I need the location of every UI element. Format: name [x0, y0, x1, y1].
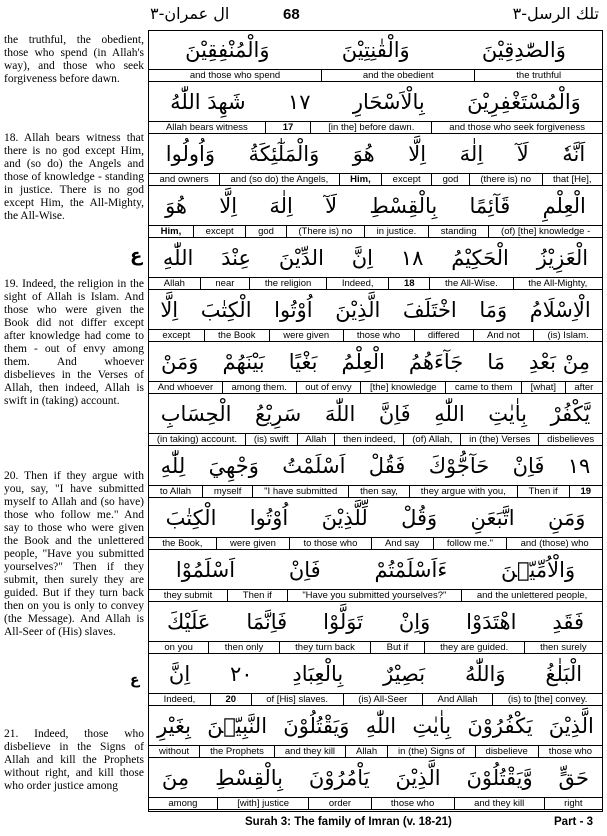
arabic-word: حَآجُّوْكَ — [428, 454, 490, 478]
arabic-word: النَّبِيّٖنَ — [207, 714, 268, 738]
english-gloss-word: without — [159, 746, 190, 757]
english-gloss-line — [149, 693, 602, 706]
translation-paragraph-20: 20. Then if they argue with you, say, "I have submitted myself to Allah and (so have) those who follow me." And say to those who were given the Book and the unlettered people, "Have you submitted yourselves?" Then if they submit, then surely they are guided. But if they turn back then on you is only to convey (the Message). And Allah is All-Seer of (His) slaves. — [4, 470, 144, 638]
arabic-word: وَالْمُسْتَغْفِرِيْنَ — [467, 90, 581, 114]
arabic-word: اُوْتُوا — [249, 506, 289, 530]
arabic-word: الَّذِيْنَ — [395, 766, 441, 790]
arabic-line — [149, 343, 602, 381]
arabic-word: بَصِيْرٌ — [383, 662, 426, 686]
arabic-word: بِالْقِسْطِ — [369, 194, 438, 218]
english-gloss-word: (There is) no — [286, 226, 364, 237]
verse-row — [149, 343, 602, 395]
english-gloss-word: (of) [the] knowledge - — [488, 226, 602, 237]
english-gloss-word: out of envy — [296, 382, 361, 393]
arabic-word: الْكِتٰبَ — [200, 298, 252, 322]
english-gloss-word: 20 — [210, 694, 251, 705]
verse-row — [149, 707, 602, 759]
arabic-word: لِلّٰهِ — [160, 454, 186, 478]
english-gloss-word: the All-Mighty, — [513, 278, 602, 289]
english-gloss-word: Then if — [227, 590, 287, 601]
arabic-line — [149, 187, 602, 225]
arabic-word: الَّذِيْنَ — [335, 298, 381, 322]
ruku-marker: ع — [130, 672, 140, 688]
arabic-word: اللّٰهِ — [434, 402, 465, 426]
arabic-word: ١٨ — [400, 246, 424, 270]
arabic-word: الْاِسْلَامُ — [529, 298, 591, 322]
english-gloss-word: and those who spend — [189, 70, 281, 81]
arabic-word: يَّكْفُرْ — [550, 402, 591, 426]
english-gloss-word: god — [431, 174, 469, 185]
arabic-word: مَا — [487, 350, 505, 374]
english-gloss-word: Indeed, — [326, 278, 388, 289]
english-gloss-line — [149, 381, 602, 394]
english-gloss-word: near — [200, 278, 249, 289]
arabic-word: وَالصّٰدِقِيْنَ — [481, 38, 566, 62]
translation-paragraph-19: 19. Indeed, the religion in the sight of Allah is Islam. And those who were given the Book did not differ except after knowledge had come to them - out of envy among them. And whoever disbelieves in the Verses of Allah, then indeed, Allah is swift in (taking) account. — [4, 278, 144, 407]
english-gloss-word: the truthful — [474, 70, 602, 81]
english-gloss-line — [149, 277, 602, 290]
arabic-word: لَآ — [325, 194, 338, 218]
english-gloss-line — [149, 69, 602, 82]
english-gloss-word: they turn back — [279, 642, 371, 653]
arabic-word: الْبَلٰغُ — [545, 662, 583, 686]
english-gloss-word: of [His] slaves. — [251, 694, 343, 705]
arabic-word: بَيْنَهُمْ — [222, 350, 265, 374]
english-gloss-word: Allah bears witness — [165, 122, 248, 133]
verse-row — [149, 135, 602, 187]
english-gloss-word: that [He], — [542, 174, 602, 185]
english-gloss-word: (is) All-Seer — [343, 694, 422, 705]
english-gloss-word: among them. — [222, 382, 296, 393]
english-gloss-word: those who — [371, 798, 454, 809]
arabic-word: بَغْيًا — [288, 350, 318, 374]
arabic-line — [149, 603, 602, 641]
english-gloss-word: [what] — [521, 382, 565, 393]
english-gloss-word: they are guided. — [424, 642, 524, 653]
arabic-word: وَمَنْ — [161, 350, 199, 374]
english-gloss-word: disbelieves — [538, 434, 602, 445]
arabic-line — [149, 707, 602, 745]
arabic-line — [149, 31, 602, 69]
arabic-word: الْحِسَابِ — [160, 402, 232, 426]
english-gloss-line — [149, 433, 602, 446]
english-gloss-word: 17 — [265, 122, 311, 133]
english-gloss-word: Allah — [345, 746, 387, 757]
english-gloss-line — [149, 589, 602, 602]
english-gloss-word: after — [565, 382, 602, 393]
arabic-word: الَّذِيْنَ — [548, 714, 594, 738]
arabic-word: ١٧ — [287, 90, 311, 114]
verse-row — [149, 551, 602, 603]
verse-row — [149, 603, 602, 655]
arabic-word: وَالْاُمِّيّٖنَ — [500, 558, 576, 582]
arabic-line — [149, 83, 602, 121]
arabic-word: اخْتَلَفَ — [402, 298, 457, 322]
arabic-line — [149, 135, 602, 173]
english-gloss-word: 18 — [388, 278, 429, 289]
arabic-word: اَسْلَمُوْا — [175, 558, 236, 582]
english-gloss-word: Him, — [339, 174, 382, 185]
arabic-word: اِنَّ — [168, 662, 191, 686]
english-gloss-word: the religion — [249, 278, 326, 289]
arabic-word: اِلَّا — [408, 142, 427, 166]
english-gloss-word: follow me." — [433, 538, 507, 549]
english-gloss-word: and those who seek forgiveness — [431, 122, 602, 133]
arabic-word: الْعِلْمُ — [341, 350, 385, 374]
verse-row — [149, 187, 602, 239]
arabic-word: وَاِنْ — [398, 610, 431, 634]
arabic-word: شَهِدَ اللّٰهُ — [170, 90, 246, 114]
english-gloss-line — [149, 797, 602, 810]
english-gloss-word: And not — [473, 330, 533, 341]
english-gloss-word: except — [381, 174, 431, 185]
arabic-word: وَاللّٰهُ — [464, 662, 506, 686]
arabic-word: مِنْ بَعْدِ — [529, 350, 590, 374]
english-gloss-word: on you — [164, 642, 193, 653]
english-gloss-word: "Have you submitted yourselves?" — [287, 590, 462, 601]
english-gloss-word: And whoever — [157, 382, 214, 393]
arabic-word: اِلَّا — [160, 298, 179, 322]
english-gloss-word: Indeed, — [163, 694, 196, 705]
arabic-word: اهْتَدَوْا — [466, 610, 517, 634]
english-gloss-word: and they kill — [454, 798, 544, 809]
english-gloss-word: then indeed, — [334, 434, 403, 445]
english-gloss-word: and the unlettered people, — [461, 590, 602, 601]
arabic-word: الْعَزِيْزُ — [536, 246, 589, 270]
english-gloss-line — [149, 485, 602, 498]
english-gloss-word: they submit — [163, 590, 213, 601]
arabic-word: اَنَّهٗ — [562, 142, 586, 166]
arabic-word: الْحَكِيْمُ — [451, 246, 509, 270]
arabic-word: وَالْقٰنِتِيْنَ — [341, 38, 410, 62]
english-gloss-line — [149, 121, 602, 134]
arabic-word: فَاِنَّ — [378, 402, 411, 426]
english-gloss-word: and the obedient — [321, 70, 474, 81]
verse-row — [149, 499, 602, 551]
english-gloss-word: right — [544, 798, 602, 809]
english-gloss-word: in (the) Signs of — [387, 746, 474, 757]
english-gloss-word: the Book, — [162, 538, 203, 549]
english-gloss-word: then say, — [348, 486, 409, 497]
english-gloss-word: and they kill — [274, 746, 345, 757]
arabic-word: فَقَدِ — [552, 610, 585, 634]
english-gloss-word: [the] knowledge — [360, 382, 445, 393]
english-gloss-word: then only — [208, 642, 278, 653]
english-gloss-word: standing — [428, 226, 488, 237]
part-label: Part - 3 — [554, 816, 593, 828]
arabic-word: وَالْمَلٰٓئِكَةُ — [248, 142, 320, 166]
arabic-line — [149, 395, 602, 433]
arabic-line — [149, 655, 602, 693]
arabic-word: هُوَ — [165, 194, 188, 218]
english-gloss-word: to Allah — [159, 486, 192, 497]
arabic-line — [149, 499, 602, 537]
arabic-word: يَاْمُرُوْنَ — [308, 766, 370, 790]
arabic-word: وَّيَقْتُلُوْنَ — [466, 766, 533, 790]
arabic-word: وَمَا — [479, 298, 508, 322]
english-gloss-word: those who — [343, 330, 414, 341]
arabic-word: سَرِيْعُ — [255, 402, 302, 426]
arabic-word: اِلٰهَ — [269, 194, 293, 218]
english-gloss-word: (is) Islam. — [533, 330, 602, 341]
english-gloss-word: the All-Wise. — [429, 278, 512, 289]
english-gloss-word: the Prophets — [199, 746, 274, 757]
arabic-word: اِنَّ — [351, 246, 373, 270]
verse-row — [149, 759, 602, 811]
english-gloss-line — [149, 329, 602, 342]
arabic-line — [149, 447, 602, 485]
english-gloss-word: came to them — [445, 382, 521, 393]
arabic-word: مِنَ — [161, 766, 190, 790]
arabic-word: فَاِنَّمَا — [246, 610, 288, 634]
english-gloss-word: and owners — [159, 174, 209, 185]
english-gloss-word: 19 — [569, 486, 602, 497]
english-gloss-word: were given — [269, 330, 343, 341]
english-gloss-word: (in taking) account. — [156, 434, 238, 445]
page-footer — [0, 816, 607, 834]
arabic-word: فَاِنْ — [288, 558, 321, 582]
english-gloss-word: except — [162, 330, 191, 341]
english-gloss-word: [in the] before dawn. — [310, 122, 431, 133]
english-gloss-word: Him, — [160, 226, 182, 237]
verse-row — [149, 291, 602, 343]
page-header — [0, 0, 607, 30]
arabic-word: فَاِنْ — [512, 454, 545, 478]
page-number: 68 — [283, 6, 300, 23]
surah-name-arabic: ال عمران-٣ — [150, 4, 230, 23]
english-gloss-line — [149, 173, 602, 186]
arabic-word: بِالْقِسْطِ — [215, 766, 283, 790]
arabic-word: عَلَيْكَ — [166, 610, 211, 634]
english-gloss-word: disbelieve — [475, 746, 538, 757]
arabic-word: فَقُلْ — [368, 454, 406, 478]
arabic-word: اتَّبَعَنِ — [470, 506, 515, 530]
arabic-word: اللّٰهَ — [324, 402, 356, 426]
ruku-marker: ع — [130, 245, 143, 266]
english-gloss-word: (is) to [the] convey. — [492, 694, 602, 705]
verse-row — [149, 447, 602, 499]
english-gloss-line — [149, 641, 602, 654]
english-gloss-word: [with] justice — [217, 798, 309, 809]
arabic-word: اللّٰهِ — [162, 246, 194, 270]
verse-row — [149, 31, 602, 83]
surah-title: Surah 3: The family of Imran (v. 18-21) — [245, 816, 452, 828]
english-gloss-line — [149, 225, 602, 238]
translation-paragraph-21: 21. Indeed, those who disbelieve in the Signs of Allah and kill the Prophets without right, and kill those who order justice among — [4, 728, 144, 792]
arabic-line — [149, 551, 602, 589]
english-gloss-word: differed — [414, 330, 473, 341]
english-gloss-word: then surely — [524, 642, 602, 653]
arabic-word: ١٩ — [567, 454, 591, 478]
arabic-word: تَوَلَّوْا — [323, 610, 363, 634]
word-by-word-grid — [148, 30, 603, 812]
english-gloss-word: Allah — [163, 278, 185, 289]
arabic-word: ٢٠ — [230, 662, 253, 686]
english-gloss-word: Allah — [297, 434, 335, 445]
part-name-arabic: تلك الرسل-٣ — [512, 4, 599, 23]
arabic-word: الدِّيْنَ — [278, 246, 324, 270]
english-gloss-word: order — [308, 798, 370, 809]
english-gloss-word: in (the) Verses — [460, 434, 538, 445]
english-gloss-word: myself — [202, 486, 252, 497]
arabic-word: الْعِلْمِ — [542, 194, 586, 218]
arabic-word: عِنْدَ — [221, 246, 252, 270]
arabic-word: اِلَّا — [219, 194, 238, 218]
english-gloss-word: among — [168, 798, 198, 809]
english-gloss-word: the Book — [204, 330, 269, 341]
english-gloss-word: But if — [370, 642, 423, 653]
english-gloss-word: (of) Allah, — [403, 434, 460, 445]
english-gloss-word: and (so do) the Angels, — [219, 174, 339, 185]
arabic-word: بِاٰيٰتِ — [412, 714, 452, 738]
arabic-word: بِاٰيٰتِ — [488, 402, 527, 426]
arabic-word: وَاُولُوا — [165, 142, 215, 166]
verse-row — [149, 239, 602, 291]
verse-row — [149, 655, 602, 707]
arabic-line — [149, 759, 602, 797]
english-gloss-word: (is) swift — [245, 434, 297, 445]
arabic-word: وَقُلْ — [401, 506, 438, 530]
english-gloss-word: (there is) no — [469, 174, 542, 185]
arabic-word: لَآ — [516, 142, 529, 166]
english-gloss-line — [149, 537, 602, 550]
arabic-line — [149, 291, 602, 329]
arabic-word: وَيَقْتُلُوْنَ — [283, 714, 350, 738]
arabic-word: يَكْفُرُوْنَ — [467, 714, 533, 738]
arabic-word: جَآءَهُمُ — [408, 350, 464, 374]
arabic-word: بِالْاَسْحَارِ — [352, 90, 425, 114]
verse-row — [149, 395, 602, 447]
arabic-word: قَآئِمًا — [469, 194, 511, 218]
arabic-word: لِّلَّذِيْنَ — [321, 506, 368, 530]
arabic-word: ءَاَسْلَمْتُمْ — [374, 558, 448, 582]
english-gloss-word: those who — [538, 746, 602, 757]
arabic-word: هُوَ — [352, 142, 375, 166]
translation-paragraph-18: 18. Allah bears witness that there is no god except Him, and (so do) the Angels and those of knowledge - standing in justice. There is no god except Him, the All-Mighty, the All-Wise. — [4, 132, 144, 222]
arabic-word: وَالْمُنْفِقِيْنَ — [185, 38, 270, 62]
english-gloss-word: except — [193, 226, 245, 237]
arabic-word: بِالْعِبَادِ — [292, 662, 344, 686]
arabic-word: اِلٰهَ — [459, 142, 484, 166]
english-gloss-line — [149, 745, 602, 758]
english-gloss-word: And say — [371, 538, 433, 549]
arabic-word: اللّٰهِ — [365, 714, 397, 738]
english-gloss-word: they argue with you, — [409, 486, 517, 497]
arabic-word: حَقٍّ — [558, 766, 590, 790]
english-gloss-word: god — [245, 226, 285, 237]
arabic-word: وَمَنِ — [547, 506, 586, 530]
arabic-word: بِغَيْرِ — [157, 714, 191, 738]
arabic-line — [149, 239, 602, 277]
arabic-word: وَجْهِيَ — [208, 454, 259, 478]
arabic-word: اَسْلَمْتُ — [282, 454, 346, 478]
english-gloss-word: Then if — [517, 486, 569, 497]
english-gloss-word: in justice. — [364, 226, 428, 237]
english-gloss-word: to those who — [289, 538, 370, 549]
verse-row — [149, 83, 602, 135]
english-gloss-word: were given — [216, 538, 290, 549]
arabic-word: اُوْتُوا — [274, 298, 313, 322]
english-gloss-word: "I have submitted — [252, 486, 348, 497]
english-gloss-word: And Allah — [422, 694, 492, 705]
english-gloss-word: and (those) who — [506, 538, 602, 549]
translation-paragraph-17: the truthful, the obedient, those who spend (in Allah's way), and those who seek forgiveness before dawn. — [4, 34, 144, 85]
arabic-word: الْكِتٰبَ — [165, 506, 217, 530]
